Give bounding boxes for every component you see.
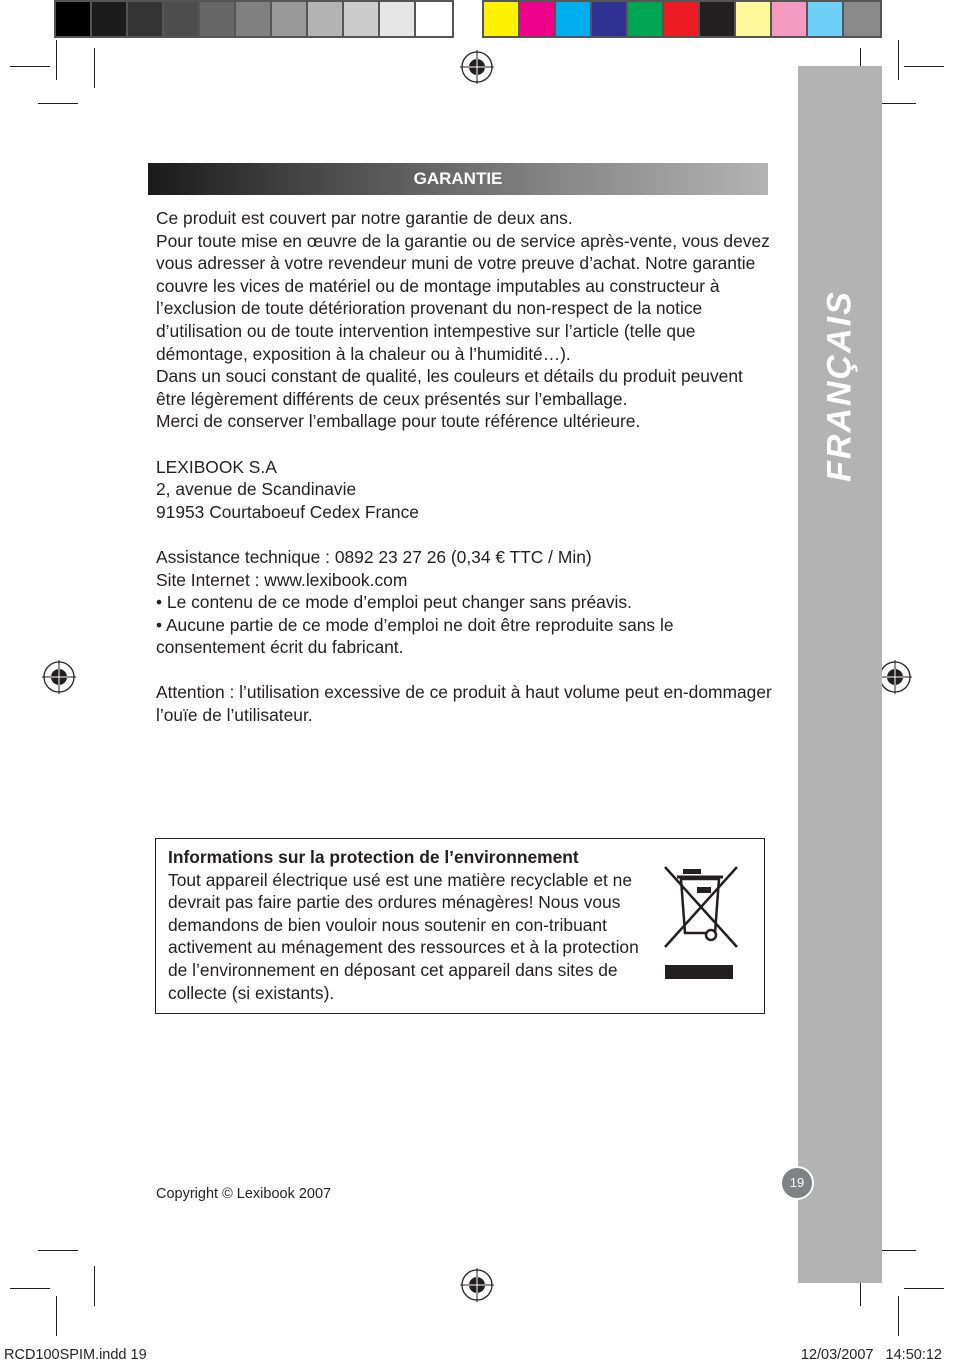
color-swatch	[484, 2, 520, 36]
registration-mark-icon	[460, 50, 494, 84]
section-header: GARANTIE	[148, 163, 768, 195]
color-swatch	[808, 2, 844, 36]
color-swatch	[736, 2, 772, 36]
language-label: FRANÇAIS	[820, 290, 859, 482]
crop-mark	[56, 1296, 57, 1336]
color-swatch	[236, 2, 272, 36]
page-number: 19	[780, 1166, 814, 1200]
crop-mark	[898, 1296, 899, 1336]
crop-mark	[876, 1250, 916, 1251]
environment-title: Informations sur la protection de l’environnement	[168, 847, 579, 867]
crop-mark	[38, 1250, 78, 1251]
color-swatch	[592, 2, 628, 36]
color-swatch	[164, 2, 200, 36]
color-swatch	[344, 2, 380, 36]
crop-mark	[38, 103, 78, 104]
hearing-warning: Attention : l’utilisation excessive de ce produit à haut volume peut en-dommager l’ouïe de l’utilisateur.	[156, 682, 772, 726]
slug-filename: RCD100SPIM.indd 19	[4, 1347, 147, 1363]
color-swatch	[628, 2, 664, 36]
language-side-tab	[798, 66, 882, 1283]
color-swatch	[272, 2, 308, 36]
crop-mark	[904, 1288, 944, 1289]
support-info: Assistance technique : 0892 23 27 26 (0,34 € TTC / Min) Site Internet : www.lexibook.com • Le contenu de ce mode d’emploi peut changer sans préavis. • Aucune partie de ce mode d’emploi ne doit être reproduite sans le consentement écrit du fabricant.	[156, 546, 674, 658]
registration-mark-icon	[460, 1268, 494, 1302]
color-swatch	[844, 2, 880, 36]
color-swatch	[200, 2, 236, 36]
environment-notice-box	[155, 838, 765, 1014]
color-swatch	[128, 2, 164, 36]
color-swatch	[700, 2, 736, 36]
color-swatch	[380, 2, 416, 36]
crop-mark	[898, 40, 899, 80]
crop-mark	[876, 103, 916, 104]
color-swatch	[92, 2, 128, 36]
environment-text: Tout appareil électrique usé est une matière recyclable et ne devrait pas faire partie des ordures ménagères! Nous vous demandons de bien vouloir nous soutenir en con-tribuant activement au ménagement des ressources et à la protection de l’environnement en déposant cet appareil dans sites de collecte (si existants).	[168, 869, 639, 1003]
gray-colorbar	[54, 0, 454, 38]
slug-time: 14:50:12	[885, 1347, 942, 1363]
color-swatch	[416, 2, 452, 36]
slug-date: 12/03/2007	[800, 1347, 874, 1363]
crop-mark	[94, 1266, 95, 1306]
color-swatch	[308, 2, 344, 36]
company-address: LEXIBOOK S.A 2, avenue de Scandinavie 91953 Courtaboeuf Cedex France	[156, 456, 419, 522]
copyright: Copyright © Lexibook 2007	[156, 1186, 332, 1202]
registration-mark-icon	[878, 660, 912, 694]
color-swatch	[664, 2, 700, 36]
process-colorbar	[482, 0, 882, 38]
crop-mark	[10, 1288, 50, 1289]
crop-mark	[94, 48, 95, 88]
warranty-paragraph: Ce produit est couvert par notre garantie de deux ans. Pour toute mise en œuvre de la garantie ou de service après-vente, vous devez vous adresser à votre revendeur muni de votre preuve d’achat. Notre garantie couvre les vices de matériel ou de montage imputables au constructeur à l’exclusion de toute détérioration provenant du non-respect de la notice d’utilisation ou de toute intervention intempestive sur l’article (telle que démontage, exposition à la chaleur ou à l’humidité…). Dans un souci constant de qualité, les couleurs et détails du produit peuvent être légèrement différents de ceux présentés sur l’emballage. Merci de conserver l’emballage pour toute référence ultérieure.	[156, 208, 770, 432]
color-swatch	[56, 2, 92, 36]
color-swatch	[520, 2, 556, 36]
registration-mark-icon	[42, 660, 76, 694]
warranty-text	[156, 207, 776, 727]
crop-mark	[56, 40, 57, 80]
crop-mark	[904, 66, 944, 67]
crop-mark	[10, 66, 50, 67]
weee-crossed-bin-icon	[661, 861, 741, 981]
slug-timestamp	[801, 1347, 942, 1363]
color-swatch	[556, 2, 592, 36]
color-swatch	[772, 2, 808, 36]
